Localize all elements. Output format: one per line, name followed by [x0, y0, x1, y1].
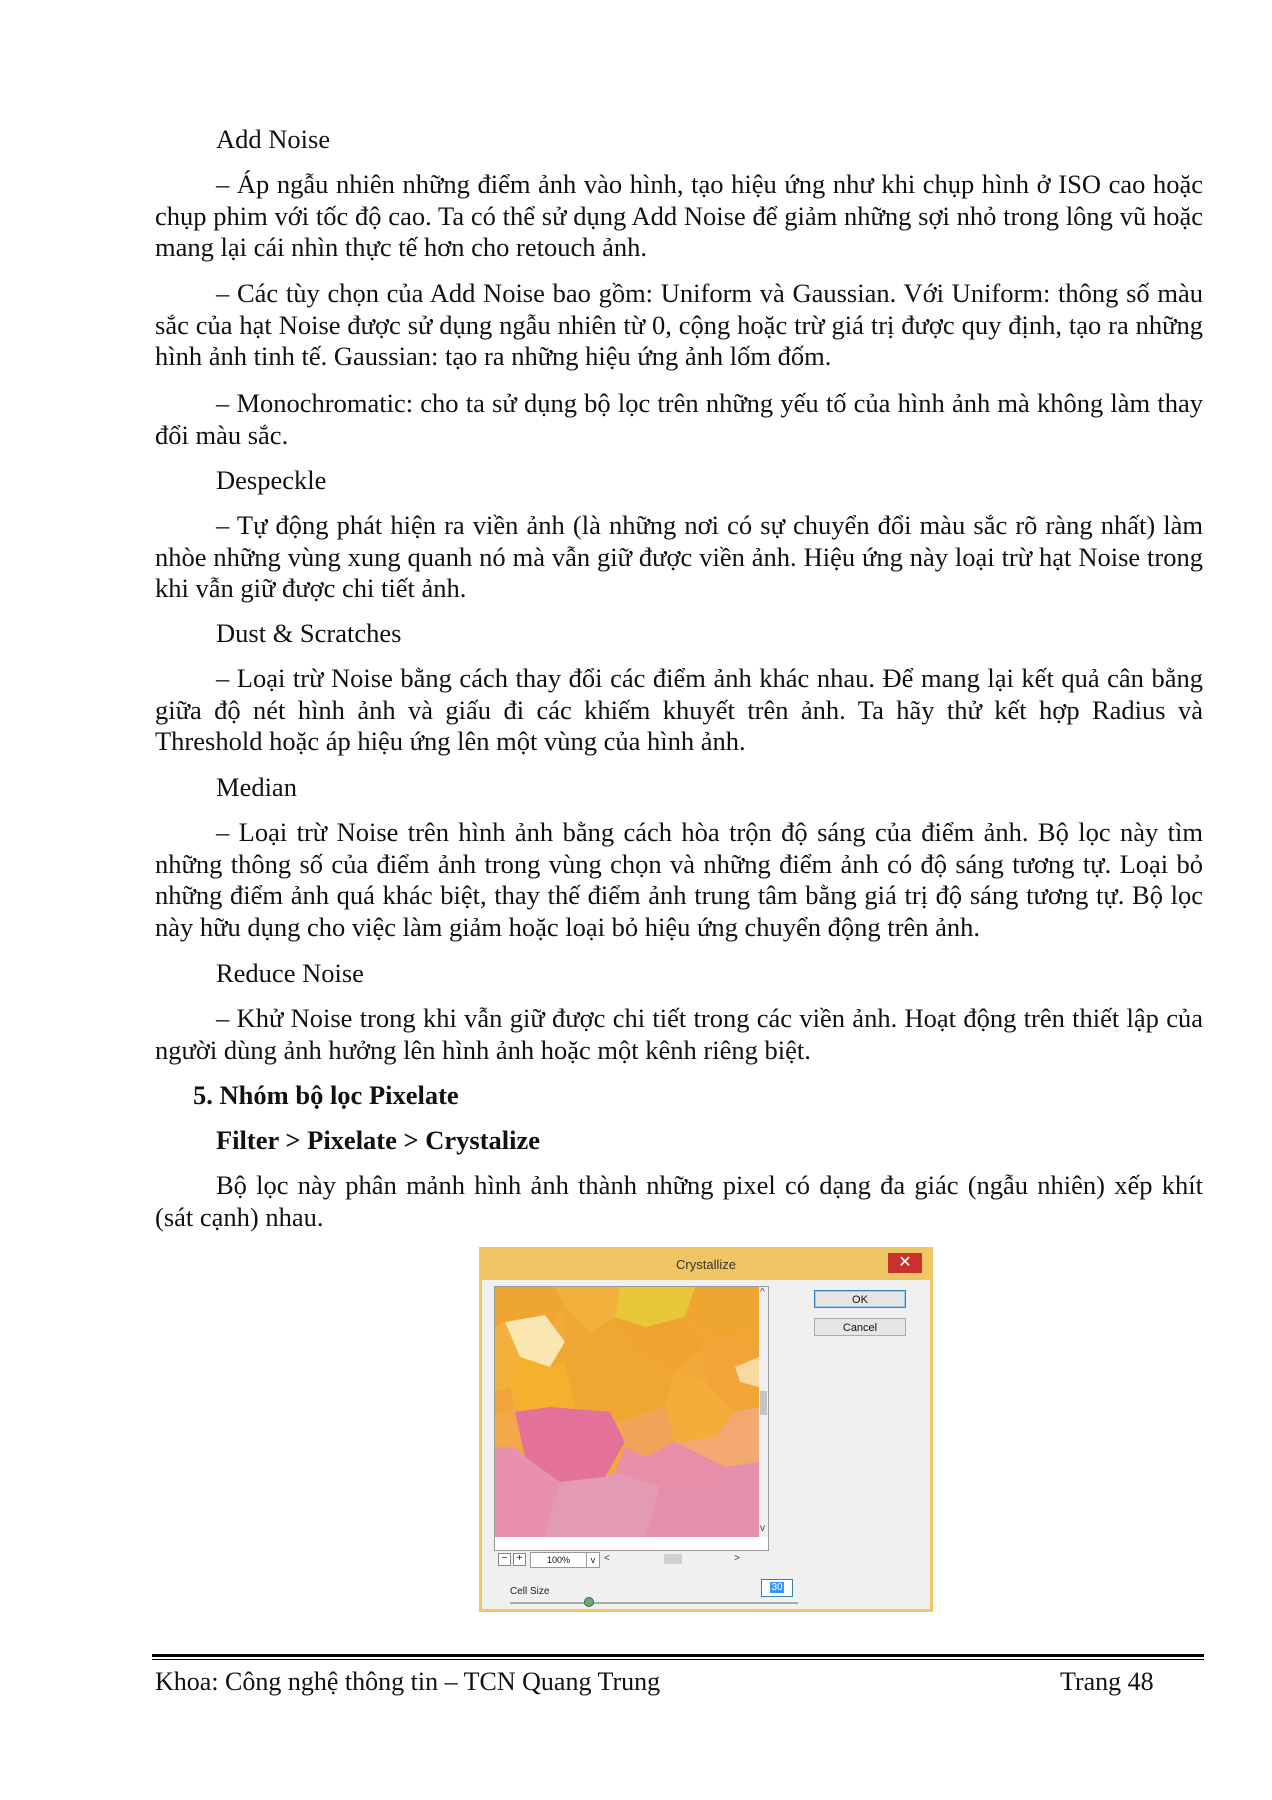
horizontal-scrollbar-thumb[interactable] [664, 1554, 682, 1564]
zoom-bar [494, 1552, 769, 1568]
heading-median: Median [216, 772, 297, 802]
paragraph-median: – Loại trừ Noise trên hình ảnh bằng cách hòa trộn độ sáng của điểm ảnh. Bộ lọc này tìm những thông số của điểm ảnh trong vùng chọn và những điểm ảnh có độ sáng tương tự. Loại bỏ những điểm ảnh quá khác biệt, thay thế điểm ảnh trung tâm bằng giá trị độ sáng tương tự. Bộ lọc này hữu dụng cho việc làm giảm hoặc loại bỏ hiệu ứng chuyển động trên ảnh. [155, 817, 1203, 942]
footer-department: Khoa: Công nghệ thông tin – TCN Quang Trung [155, 1667, 661, 1696]
section-heading-pixelate: 5. Nhóm bộ lọc Pixelate [193, 1080, 459, 1110]
cell-size-value: 30 [771, 1582, 783, 1593]
heading-despeckle: Despeckle [216, 465, 327, 495]
chevron-down-icon[interactable]: v [586, 1552, 600, 1568]
cell-size-slider-thumb[interactable] [584, 1597, 594, 1607]
paragraph-add-noise-1: – Áp ngẫu nhiên những điểm ảnh vào hình, tạo hiệu ứng như khi chụp hình ở ISO cao hoặc chụp phim với tốc độ cao. Ta có thể sử dụng Add Noise để giảm những sợi nhỏ trong lông vũ hoặc mang lại cái nhìn thực tế hơn cho retouch ảnh. [155, 169, 1203, 262]
heading-dust-scratches: Dust & Scratches [216, 618, 402, 648]
preview-vertical-scrollbar[interactable] [759, 1287, 768, 1537]
paragraph-pixelate: Bộ lọc này phân mảnh hình ảnh thành những pixel có dạng đa giác (ngẫu nhiên) xếp khít (sát cạnh) nhau. [155, 1170, 1203, 1232]
scroll-right-icon[interactable]: > [734, 1553, 740, 1564]
cell-size-label: Cell Size [510, 1586, 550, 1597]
crystallize-dialog [479, 1247, 933, 1612]
zoom-level-field[interactable]: 100% [530, 1552, 587, 1568]
heading-reduce-noise: Reduce Noise [216, 958, 364, 988]
heading-add-noise: Add Noise [216, 124, 331, 154]
subheading-crystalize: Filter > Pixelate > Crystalize [216, 1125, 541, 1155]
paragraph-add-noise-3: – Monochromatic: cho ta sử dụng bộ lọc trên những yếu tố của hình ảnh mà không làm thay đổi màu sắc. [155, 388, 1203, 450]
scroll-up-icon[interactable]: ^ [760, 1287, 765, 1298]
cancel-button[interactable]: Cancel [814, 1318, 906, 1336]
dialog-titlebar [482, 1250, 930, 1280]
zoom-out-button[interactable]: − [498, 1553, 511, 1566]
crystal-preview-image [495, 1287, 759, 1537]
paragraph-dust-scratches: – Loại trừ Noise bằng cách thay đổi các điểm ảnh khác nhau. Để mang lại kết quả cân bằng giữa độ nét hình ảnh và giấu đi các khiếm khuyết trên ảnh. Ta hãy thử kết hợp Radius và Threshold hoặc áp hiệu ứng lên một vùng của hình ảnh. [155, 663, 1203, 756]
scroll-down-icon[interactable]: v [760, 1523, 765, 1534]
scroll-left-icon[interactable]: < [604, 1553, 610, 1564]
filter-preview [494, 1286, 769, 1551]
dialog-title: Crystallize [676, 1257, 736, 1272]
paragraph-reduce-noise: – Khử Noise trong khi vẫn giữ được chi tiết trong các viền ảnh. Hoạt động trên thiết lập của người dùng ảnh hưởng lên hình ảnh hoặc một kênh riêng biệt. [155, 1003, 1203, 1065]
cell-size-input[interactable] [761, 1579, 793, 1597]
zoom-in-button[interactable]: + [513, 1553, 526, 1566]
footer-rule-thin [152, 1659, 1204, 1660]
scrollbar-thumb[interactable] [760, 1391, 767, 1415]
footer-rule-thick [152, 1654, 1204, 1657]
footer-page-number: Trang 48 [1060, 1667, 1154, 1696]
paragraph-despeckle: – Tự động phát hiện ra viền ảnh (là những nơi có sự chuyển đổi màu sắc rõ ràng nhất) làm nhòe những vùng xung quanh nó mà vẫn giữ được viền ảnh. Hiệu ứng này loại trừ hạt Noise trong khi vẫn giữ được chi tiết ảnh. [155, 510, 1203, 603]
preview-horizontal-scrollbar[interactable] [604, 1552, 744, 1566]
paragraph-add-noise-2: – Các tùy chọn của Add Noise bao gồm: Uniform và Gaussian. Với Uniform: thông số màu sắc của hạt Noise được sử dụng ngẫu nhiên từ 0, cộng hoặc trừ giá trị được quy định, tạo ra những hình ảnh tinh tế. Gaussian: tạo ra những hiệu ứng ảnh lốm đốm. [155, 278, 1203, 371]
close-button[interactable]: ✕ [888, 1253, 922, 1273]
cell-size-slider[interactable] [510, 1602, 798, 1604]
ok-button[interactable]: OK [814, 1290, 906, 1308]
